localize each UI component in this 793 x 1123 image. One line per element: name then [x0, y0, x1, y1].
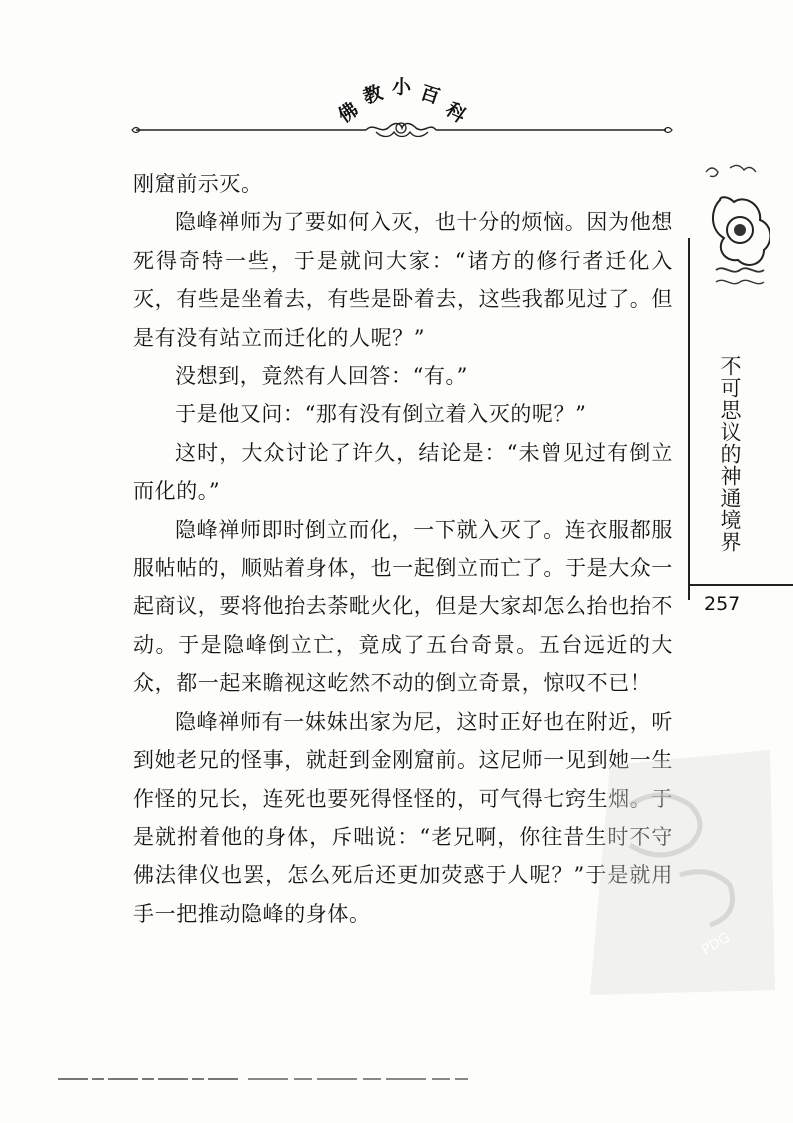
chapter-title: 不可思议的神通境界: [718, 355, 742, 553]
watermark-text: PDG: [699, 929, 734, 959]
paragraph: 隐峰禅师即时倒立而化，一下就入灭了。连衣服都服服帖帖的，顺贴着身体，也一起倒立而亡了。于是大众一起商议，要将他抬去荼毗火化，但是大家却怎么抬也抬不动。于是隐峰倒立亡，竟成了五台奇景。五台远近的大众，都一起来瞻视这屹然不动的倒立奇景，惊叹不已！: [133, 517, 673, 696]
series-title-char: 小: [392, 76, 412, 98]
paragraph: 没想到，竟然有人回答：“有。”: [175, 364, 468, 389]
side-divider-horizontal: [688, 584, 793, 586]
watermark-stamp: [570, 745, 780, 1005]
page-number: 257: [704, 593, 741, 615]
paragraph: 于是他又问：“那有没有倒立着入灭的呢？”: [175, 402, 587, 427]
paragraph: 隐峰禅师有一妹妹出家为尼，这时正好也在附近，听到她老兄的怪事，就赶到金刚窟前。这尼师一见到她一生作怪的兄长，连死也要死得怪怪的，可气得七窍生烟。于是就拊着他的身体，斥咄说：“老兄啊，你往昔生时不守佛法律仪也罢，怎么死后还更加荧惑于人呢？”于是就用手一把推动隐峰的身体。: [133, 709, 673, 926]
series-title: [0, 0, 793, 130]
side-divider-vertical: [688, 238, 690, 600]
paragraph: 刚窟前示灭。: [133, 172, 263, 196]
series-title-char: 百: [417, 81, 443, 109]
paragraph: 这时，大众讨论了许久，结论是：“未曾见过有倒立而化的。”: [133, 440, 673, 504]
side-emblem-icon: [700, 160, 770, 310]
series-title-char: 佛: [334, 98, 363, 128]
series-title-char: 科: [441, 98, 470, 128]
series-title-char: 教: [360, 81, 386, 109]
header-ornament-rule: [130, 120, 675, 150]
paragraph: 隐峰禅师为了要如何入灭，也十分的烦恼。因为他想死得奇特一些，于是就问大家：“诸方的修行者迁化入灭，有些是坐着去，有些是卧着去，这些我都见过了。但是有没有站立而迁化的人呢？”: [133, 210, 673, 350]
footer-rule: [58, 1076, 478, 1082]
